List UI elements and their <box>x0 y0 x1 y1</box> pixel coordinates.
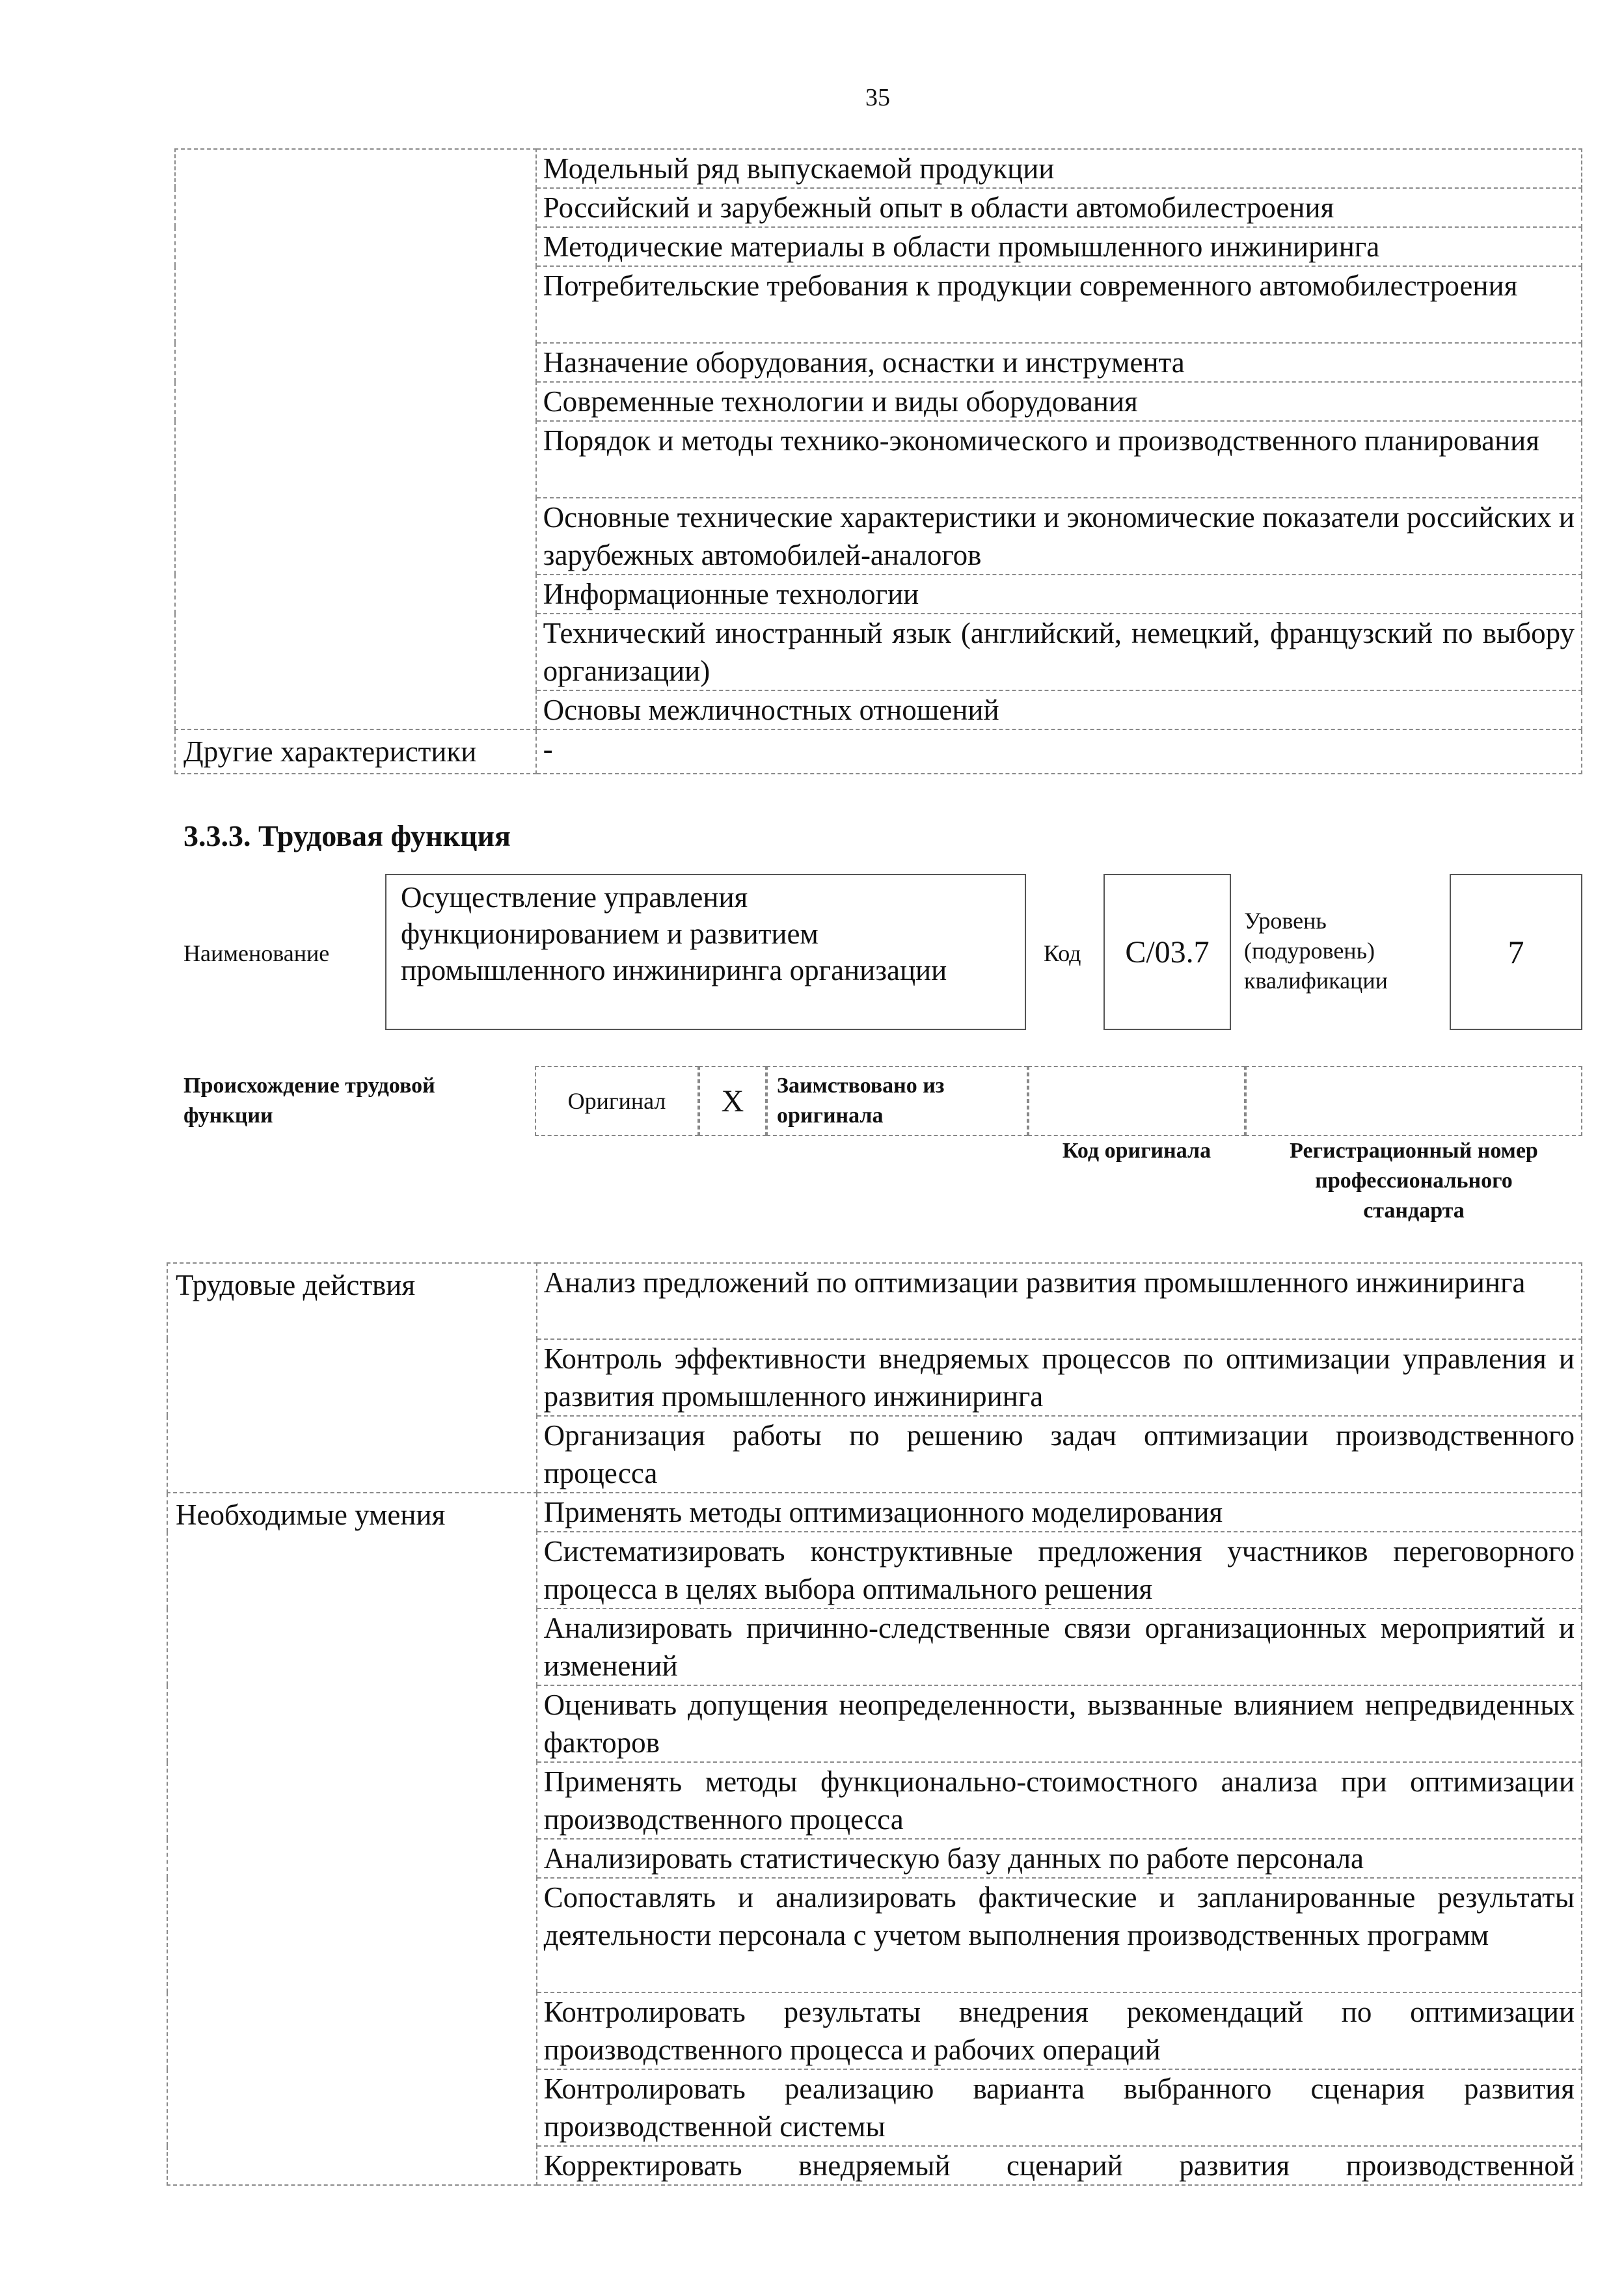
actions-label: Трудовые действия <box>167 1263 537 1493</box>
code-label: Код <box>1044 940 1081 966</box>
skill-item: Анализировать статистическую базу данных по работе персонала <box>537 1839 1582 1878</box>
origin-code-cell <box>1028 1066 1245 1136</box>
section-heading: 3.3.3. Трудовая функция <box>183 819 511 852</box>
reg-number-caption: Регистрационный номер профессионального стандарта <box>1290 1139 1538 1223</box>
knowledge-item: Порядок и методы технико-экономического и производственного планирования <box>536 421 1582 498</box>
code-original-caption: Код оригинала <box>1062 1139 1211 1163</box>
name-label: Наименование <box>183 940 330 966</box>
skills-label: Необходимые умения <box>167 1493 537 2185</box>
level-label: Уровень (подуровень) квалификации <box>1244 908 1388 994</box>
action-item: Анализ предложений по оптимизации развития промышленного инжиниринга <box>537 1263 1582 1339</box>
skill-item: Корректировать внедряемый сценарий развития производственной <box>537 2146 1582 2185</box>
knowledge-item: Современные технологии и виды оборудования <box>536 382 1582 421</box>
function-details-table <box>167 1262 1582 2186</box>
origin-original-cell <box>535 1066 699 1136</box>
knowledge-item: Российский и зарубежный опыт в области автомобилестроения <box>536 188 1582 227</box>
knowledge-item: Назначение оборудования, оснастки и инструмента <box>536 343 1582 382</box>
level-box <box>1450 874 1582 1030</box>
skill-item: Контролировать реализацию варианта выбранного сценария развития производственной системы <box>537 2069 1582 2146</box>
origin-borrowed-cell <box>766 1066 1028 1136</box>
function-name-value: Осуществление управления функционированием и развитием промышленного инжиниринга организации <box>401 881 947 986</box>
origin-borrowed: Заимствовано из оригинала <box>777 1074 945 1128</box>
skill-item: Применять методы оптимизационного моделирования <box>537 1493 1582 1532</box>
skill-item: Систематизировать конструктивные предложения участников переговорного процесса в целях выбора оптимального решения <box>537 1532 1582 1609</box>
origin-mark-cell <box>699 1066 766 1136</box>
knowledge-item: Основы межличностных отношений <box>536 690 1582 729</box>
knowledge-item: Модельный ряд выпускаемой продукции <box>536 149 1582 188</box>
level-value: 7 <box>1508 934 1524 970</box>
knowledge-item: Основные технические характеристики и экономические показатели российских и зарубежных автомобилей-аналогов <box>536 498 1582 575</box>
origin-reg-cell <box>1245 1066 1582 1136</box>
skill-item: Оценивать допущения неопределенности, вызванные влиянием непредвиденных факторов <box>537 1685 1582 1762</box>
other-characteristics-value: - <box>536 729 1582 774</box>
page-number: 35 <box>865 84 890 111</box>
knowledge-item: Информационные технологии <box>536 575 1582 614</box>
origin-mark: X <box>721 1083 744 1119</box>
knowledge-table <box>174 148 1582 774</box>
knowledge-label-cell <box>175 149 536 729</box>
skill-item: Сопоставлять и анализировать фактические и запланированные результаты деятельности персонала с учетом выполнения производственных программ <box>537 1878 1582 1992</box>
other-characteristics-label: Другие характеристики <box>175 729 536 774</box>
action-item: Контроль эффективности внедряемых процессов по оптимизации управления и развития промышленного инжиниринга <box>537 1339 1582 1416</box>
code-box <box>1103 874 1231 1030</box>
action-item: Организация работы по решению задач оптимизации производственного процесса <box>537 1416 1582 1493</box>
origin-label: Происхождение трудовой функции <box>183 1074 435 1128</box>
knowledge-item: Методические материалы в области промышленного инжиниринга <box>536 227 1582 266</box>
skill-item: Применять методы функционально-стоимостного анализа при оптимизации производственного процесса <box>537 1762 1582 1839</box>
skill-item: Анализировать причинно-следственные связи организационных мероприятий и изменений <box>537 1609 1582 1685</box>
skill-item: Контролировать результаты внедрения рекомендаций по оптимизации производственного процесса и рабочих операций <box>537 1992 1582 2069</box>
function-name-box <box>385 874 1026 1030</box>
code-value: C/03.7 <box>1125 934 1210 970</box>
origin-original: Оригинал <box>567 1088 666 1114</box>
knowledge-item: Технический иностранный язык (английский, немецкий, французский по выбору организации) <box>536 614 1582 690</box>
knowledge-item: Потребительские требования к продукции современного автомобилестроения <box>536 266 1582 343</box>
